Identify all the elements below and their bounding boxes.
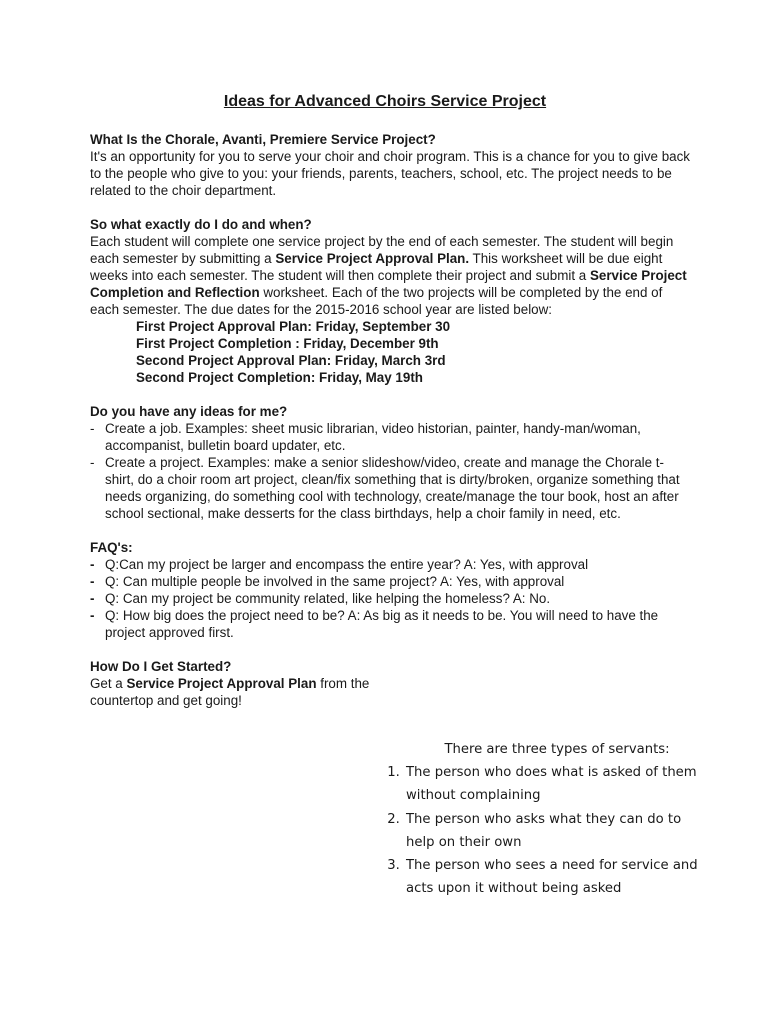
faq-item: - Q:Can my project be larger and encompass the entire year? A: Yes, with approval (90, 556, 690, 573)
servants-list (380, 761, 710, 900)
document-title: Ideas for Advanced Choirs Service Project (223, 93, 547, 110)
servant-type: 2. The person who asks what they can do to help on their own (404, 808, 710, 854)
idea-item: - Create a job. Examples: sheet music librarian, video historian, painter, handy-man/woman, accompanist, bulletin board updater, etc. (90, 420, 690, 454)
get-started-text: Get a Service Project Approval Plan from the countertop and get going! (90, 676, 370, 708)
faq-item: - Q: Can multiple people be involved in the same project? A: Yes, with approval (90, 573, 690, 590)
faq-item: - Q: Can my project be community related, like helping the homeless? A: No. (90, 590, 690, 607)
section-when-text: Each student will complete one service project by the end of each semester. The student will begin each semester by submitting a Service Project Approval Plan. This worksheet will be due eight weeks into each semester. The student will then complete their project and submit a Service Project Completion and Reflection worksheet. Each of the two projects will be completed by the end of each semester. The due dates for the 2015-2016 school year are listed below: (90, 234, 687, 317)
servants-note (380, 738, 710, 900)
servants-title: There are three types of servants: (444, 742, 670, 757)
faq-heading: FAQ's: (90, 540, 133, 555)
approval-plan-term: Service Project Approval Plan (126, 676, 317, 691)
due-date-2: First Project Completion : Friday, December 9th (136, 336, 439, 351)
due-date-1: First Project Approval Plan: Friday, September 30 (136, 319, 451, 334)
faq-list (90, 556, 690, 641)
servant-type: 3. The person who sees a need for service and acts upon it without being asked (404, 854, 710, 900)
section-ideas-heading: Do you have any ideas for me? (90, 404, 288, 419)
completion-reflection-term: Service Project Completion and Reflection (90, 268, 687, 300)
approval-plan-term: Service Project Approval Plan. (275, 251, 470, 266)
section-when-heading: So what exactly do I do and when? (90, 217, 312, 232)
section-what-text: It's an opportunity for you to serve your choir and choir program. This is a chance for you to give back to the people who give to you: your friends, parents, teachers, school, etc. The project needs to be related to the choir department. (90, 149, 690, 198)
faq-item: - Q: How big does the project need to be? A: As big as it needs to be. You will need to have the project approved first. (90, 607, 690, 641)
due-date-4: Second Project Completion: Friday, May 19th (136, 370, 423, 385)
section-what-heading: What Is the Chorale, Avanti, Premiere Service Project? (90, 132, 436, 147)
main-text (90, 131, 690, 709)
servant-type: 1. The person who does what is asked of them without complaining (404, 761, 710, 807)
due-date-3: Second Project Approval Plan: Friday, March 3rd (136, 353, 446, 368)
get-started-heading: How Do I Get Started? (90, 659, 232, 674)
idea-item: - Create a project. Examples: make a senior slideshow/video, create and manage the Chorale t-shirt, do a choir room art project, clean/fix something that is dirty/broken, organize something that needs organizing, do something cool with technology, create/manage the tour book, host an after school sectional, make desserts for the class birthdays, help a choir family in need, etc. (90, 454, 690, 522)
